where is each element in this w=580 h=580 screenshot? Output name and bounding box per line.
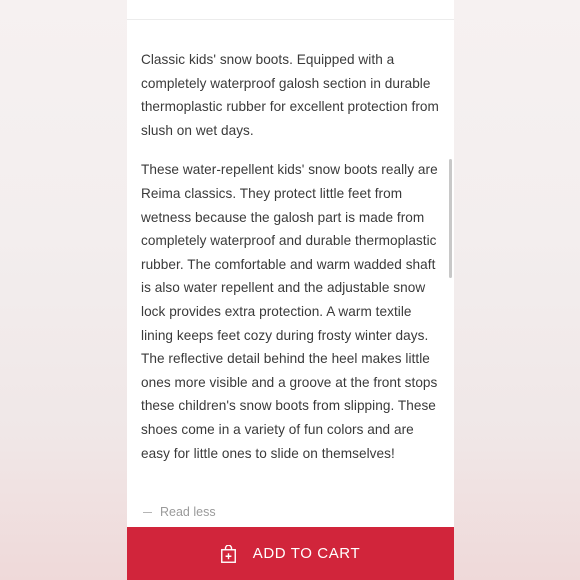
product-detail-panel [127,0,454,580]
add-to-cart-button[interactable] [127,527,454,580]
product-description [141,48,446,465]
add-to-cart-label: ADD TO CART [252,545,361,562]
shopping-bag-plus-icon [221,545,236,563]
read-less-label: Read less [160,505,216,519]
read-less-link[interactable] [143,505,216,519]
description-paragraph-2: These water-repellent kids' snow boots really are Reima classics. They protect little feet from wetness because the galosh part is made from completely waterproof and durable thermoplastic rubber. The comfortable and warm wadded shaft is also water repellent and the adjustable snow lock provides extra protection. A warm textile lining keeps feet cozy during frosty winter days. The reflective detail behind the heel makes little ones more visible and a groove at the front stops these children's snow boots from slipping. These shoes come in a variety of fun colors and are easy for little ones to slide on themselves! [141,162,438,461]
dash-icon [143,512,152,513]
description-paragraph-1: Classic kids' snow boots. Equipped with a completely waterproof galosh section in durable thermoplastic rubber for excellent protection from slush on wet days. [141,52,439,138]
section-divider [127,19,454,20]
scrollbar-thumb[interactable] [449,159,452,278]
